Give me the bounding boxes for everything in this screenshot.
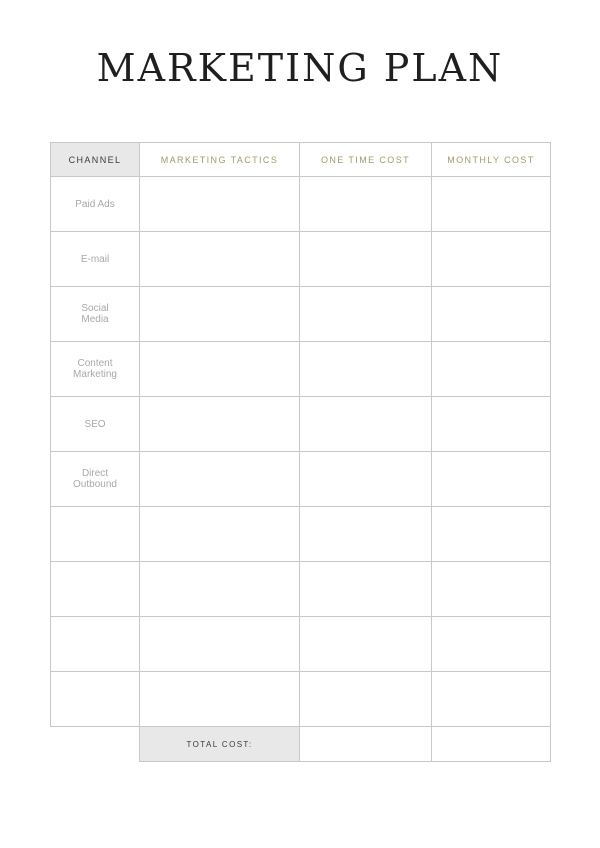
tactics-cell[interactable] [140,507,300,562]
one-time-cost-cell[interactable] [300,452,432,507]
table-row [51,452,551,507]
total-one-time-cost-cell[interactable] [300,727,432,762]
tactics-cell[interactable] [140,562,300,617]
monthly-cost-cell[interactable] [432,507,551,562]
table-row [51,342,551,397]
table-row [51,232,551,287]
one-time-cost-cell[interactable] [300,562,432,617]
total-row [51,727,551,762]
one-time-cost-cell[interactable] [300,507,432,562]
tactics-cell[interactable] [140,672,300,727]
channel-cell: E-mail [51,232,140,287]
one-time-cost-cell[interactable] [300,232,432,287]
table-row [51,672,551,727]
monthly-cost-cell[interactable] [432,672,551,727]
channel-cell[interactable] [51,617,140,672]
one-time-cost-cell[interactable] [300,342,432,397]
channel-cell[interactable] [51,562,140,617]
one-time-cost-cell[interactable] [300,617,432,672]
one-time-cost-cell[interactable] [300,397,432,452]
channel-cell[interactable] [51,672,140,727]
tactics-cell[interactable] [140,397,300,452]
monthly-cost-cell[interactable] [432,232,551,287]
monthly-cost-cell[interactable] [432,342,551,397]
channel-cell: Social Media [51,287,140,342]
page-title: MARKETING PLAN [96,46,504,90]
header-monthly-cost: MONTHLY COST [432,143,551,177]
channel-cell: Direct Outbound [51,452,140,507]
total-monthly-cost-cell[interactable] [432,727,551,762]
total-spacer [51,727,140,762]
monthly-cost-cell[interactable] [432,617,551,672]
header-channel: CHANNEL [51,143,140,177]
header-marketing-tactics: MARKETING TACTICS [140,143,300,177]
table-row [51,617,551,672]
marketing-plan-table [50,142,551,762]
tactics-cell[interactable] [140,452,300,507]
tactics-cell[interactable] [140,617,300,672]
total-cost-label: TOTAL COST: [140,727,300,762]
channel-cell: Paid Ads [51,177,140,232]
channel-cell[interactable] [51,507,140,562]
one-time-cost-cell[interactable] [300,287,432,342]
monthly-cost-cell[interactable] [432,287,551,342]
table-row [51,177,551,232]
monthly-cost-cell[interactable] [432,452,551,507]
tactics-cell[interactable] [140,287,300,342]
table-row [51,287,551,342]
monthly-cost-cell[interactable] [432,177,551,232]
one-time-cost-cell[interactable] [300,177,432,232]
monthly-cost-cell[interactable] [432,397,551,452]
tactics-cell[interactable] [140,232,300,287]
header-one-time-cost: ONE TIME COST [300,143,432,177]
tactics-cell[interactable] [140,177,300,232]
channel-cell: SEO [51,397,140,452]
table-row [51,397,551,452]
tactics-cell[interactable] [140,342,300,397]
table-row [51,507,551,562]
table-row [51,562,551,617]
table-header-row [51,143,551,177]
channel-cell: Content Marketing [51,342,140,397]
one-time-cost-cell[interactable] [300,672,432,727]
monthly-cost-cell[interactable] [432,562,551,617]
